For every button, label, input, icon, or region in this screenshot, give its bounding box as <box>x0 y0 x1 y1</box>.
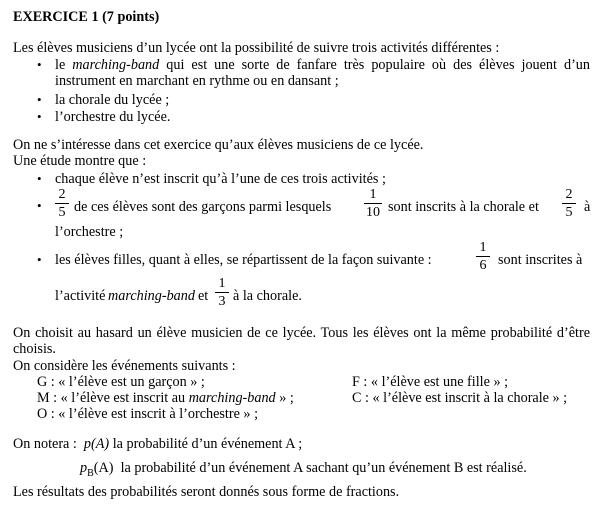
bullet-icon: • <box>37 109 42 124</box>
fact-girls-line2-post: à la chorale. <box>233 288 302 304</box>
fact-girls-line2-pre: l’activité <box>55 288 106 304</box>
activity-marching-band-line1: le marching-band qui est une sorte de fanfare très populaire où des élèves jouent d’un <box>55 57 590 73</box>
notation-line1: On notera : p(A) la probabilité d’un événement A ; <box>13 436 303 452</box>
event-o: O : « l’élève est inscrit à l’orchestre » ; <box>37 406 259 422</box>
event-f: F : « l’élève est une fille » ; <box>352 374 509 390</box>
fact-boys-line2: l’orchestre ; <box>55 224 124 240</box>
random-choice-line1: On choisit au hasard un élève musicien de ce lycée. Tous les élèves ont la même probabilité d’être <box>13 325 590 341</box>
fact-boys-text-c: à <box>584 199 591 215</box>
bullet-icon: • <box>37 252 42 267</box>
event-g: G : « l’élève est un garçon » ; <box>37 374 205 390</box>
intro-text: Les élèves musiciens d’un lycée ont la possibilité de suivre trois activités différentes : <box>13 40 500 56</box>
fact-boys-text-b: sont inscrits à la chorale et <box>388 199 539 215</box>
fact-one-activity: chaque élève n’est inscrit qu’à l’une de ces trois activités ; <box>55 171 386 187</box>
fraction-one-tenth: 1 10 <box>366 187 380 220</box>
bullet-icon: • <box>37 92 42 107</box>
fraction-two-fifths-b: 2 5 <box>562 187 576 220</box>
results-note: Les résultats des probabilités seront donnés sous forme de fractions. <box>13 484 400 500</box>
activity-chorale: la chorale du lycée ; <box>55 92 170 108</box>
fact-girls-line2-em: marching-band <box>108 288 195 304</box>
scope-text: On ne s’intéresse dans cet exercice qu’aux élèves musiciens de ce lycée. <box>13 137 424 153</box>
bullet-icon: • <box>37 198 42 213</box>
fraction-two-fifths: 2 5 <box>55 187 69 220</box>
fraction-one-sixth: 1 6 <box>476 240 490 273</box>
fact-girls-line2-mid: et <box>198 288 209 304</box>
fact-girls-text-a: les élèves filles, quant à elles, se répartissent de la façon suivante : <box>55 252 432 268</box>
bullet-icon: • <box>37 57 42 72</box>
notation-line2: $p_B(A)$ la probabilité d’un événement A sachant qu’un événement B est réalisé. <box>80 460 527 479</box>
fraction-one-third: 1 3 <box>215 276 229 309</box>
fact-girls-text-b: sont inscrites à <box>498 252 583 268</box>
event-m: M : « l’élève est inscrit au marching-band » ; <box>37 390 294 406</box>
events-intro: On considère les événements suivants : <box>13 358 236 374</box>
bullet-icon: • <box>37 171 42 186</box>
study-intro: Une étude montre que : <box>13 153 147 169</box>
exercise-title: EXERCICE 1 (7 points) <box>13 9 160 25</box>
activity-marching-band-line2: instrument en marchant en rythme ou en dansant ; <box>55 73 339 89</box>
fact-boys-text-a: de ces élèves sont des garçons parmi lesquels <box>74 199 332 215</box>
random-choice-line2: choisis. <box>13 341 56 357</box>
event-c: C : « l’élève est inscrit à la chorale » ; <box>352 390 568 406</box>
activity-orchestre: l’orchestre du lycée. <box>55 109 171 125</box>
